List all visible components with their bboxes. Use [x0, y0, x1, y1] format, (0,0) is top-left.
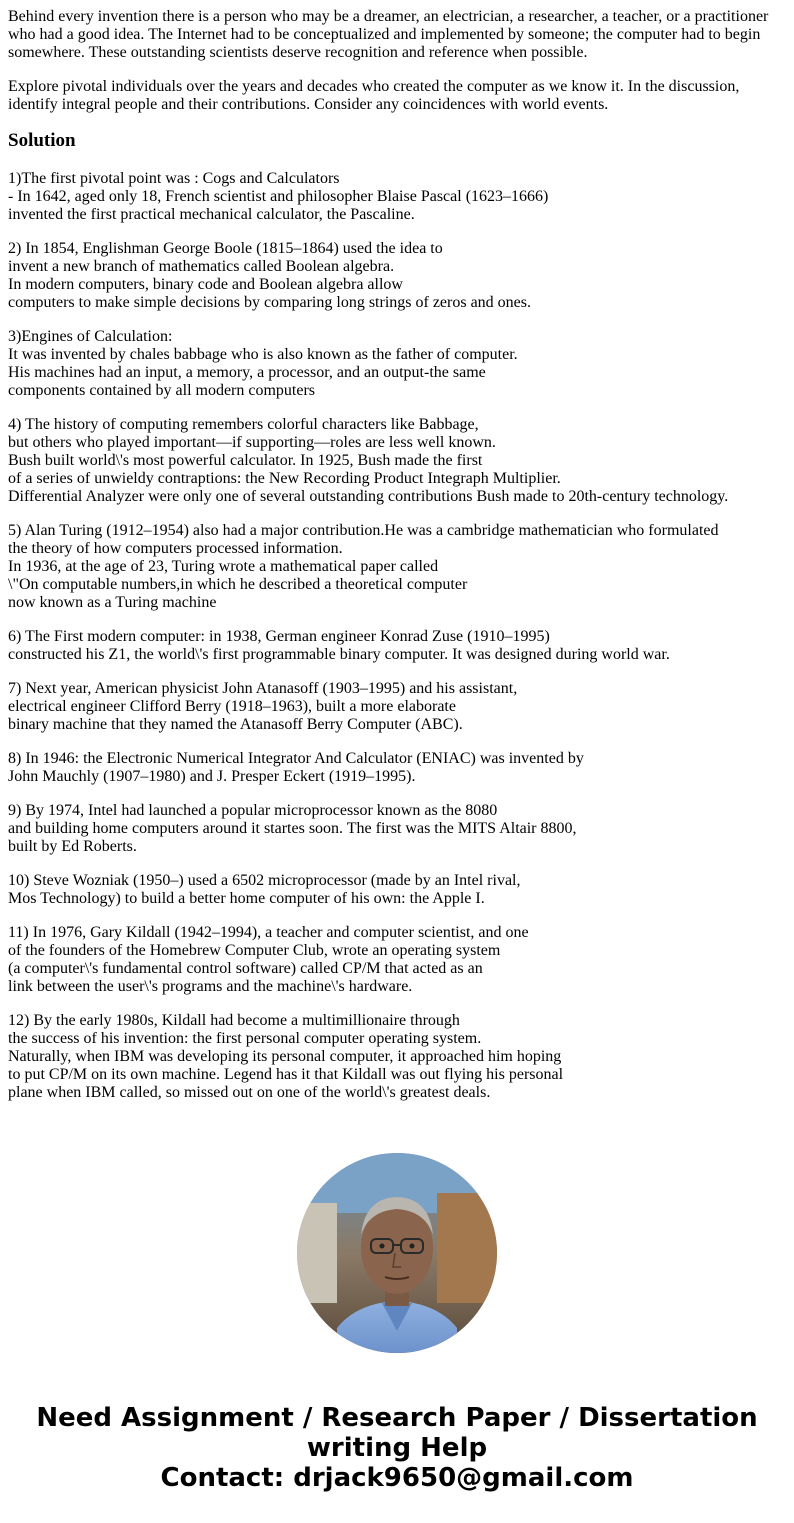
point-line: In modern computers, binary code and Boolean algebra allow — [8, 276, 403, 293]
point-line: of the founders of the Homebrew Computer Club, wrote an operating system — [8, 942, 501, 959]
point-line: 8) In 1946: the Electronic Numerical Integrator And Calculator (ENIAC) was invented by — [8, 750, 584, 767]
article-body — [8, 8, 786, 1118]
point-3 — [8, 328, 786, 400]
point-2 — [8, 240, 786, 312]
point-1 — [8, 170, 786, 224]
point-line: 7) Next year, American physicist John Atanasoff (1903–1995) and his assistant, — [8, 680, 518, 697]
point-line: \"On computable numbers,in which he described a theoretical computer — [8, 576, 468, 593]
point-9 — [8, 802, 786, 856]
intro-paragraph-1 — [8, 8, 786, 62]
point-7 — [8, 680, 786, 734]
intro-text-2: Explore pivotal individuals over the years and decades who created the computer as we know it. In the discussion, identify integral people and their contributions. Consider any coincidences with world events. — [8, 78, 740, 113]
point-line: binary machine that they named the Atanasoff Berry Computer (ABC). — [8, 716, 463, 733]
point-line: invented the first practical mechanical calculator, the Pascaline. — [8, 206, 415, 223]
point-line: plane when IBM called, so missed out on one of the world\'s greatest deals. — [8, 1084, 491, 1101]
point-line: - In 1642, aged only 18, French scientist and philosopher Blaise Pascal (1623–1666) — [8, 188, 549, 205]
point-line: components contained by all modern computers — [8, 382, 316, 399]
author-photo — [297, 1153, 497, 1353]
point-line: It was invented by chales babbage who is also known as the father of computer. — [8, 346, 518, 363]
point-line: 6) The First modern computer: in 1938, German engineer Konrad Zuse (1910–1995) — [8, 628, 550, 645]
point-8 — [8, 750, 786, 786]
point-line: John Mauchly (1907–1980) and J. Presper Eckert (1919–1995). — [8, 768, 416, 785]
point-line: and building home computers around it startes soon. The first was the MITS Altair 8800, — [8, 820, 577, 837]
point-line: 2) In 1854, Englishman George Boole (1815–1864) used the idea to — [8, 240, 443, 257]
point-line: 10) Steve Wozniak (1950–) used a 6502 microprocessor (made by an Intel rival, — [8, 872, 521, 889]
point-line: Naturally, when IBM was developing its personal computer, it approached him hoping — [8, 1048, 562, 1065]
footer-line-2: writing Help — [306, 1433, 488, 1463]
footer-contact: Contact: drjack9650@gmail.com — [160, 1463, 634, 1493]
point-line: Differential Analyzer were only one of several outstanding contributions Bush made to 20th-century technology. — [8, 488, 729, 505]
point-12 — [8, 1012, 786, 1102]
point-10 — [8, 872, 786, 908]
point-line: In 1936, at the age of 23, Turing wrote a mathematical paper called — [8, 558, 439, 575]
point-4 — [8, 416, 786, 506]
point-line: 11) In 1976, Gary Kildall (1942–1994), a teacher and computer scientist, and one — [8, 924, 529, 941]
point-line: electrical engineer Clifford Berry (1918–1963), built a more elaborate — [8, 698, 456, 715]
point-line: link between the user\'s programs and the machine\'s hardware. — [8, 978, 413, 995]
point-line: Mos Technology) to build a better home computer of his own: the Apple I. — [8, 890, 485, 907]
point-line: 5) Alan Turing (1912–1954) also had a major contribution.He was a cambridge mathematician who formulated — [8, 522, 719, 539]
intro-paragraph-2 — [8, 78, 786, 114]
solution-heading: Solution — [8, 130, 76, 151]
point-line: His machines had an input, a memory, a processor, and an output-the same — [8, 364, 486, 381]
point-line: the theory of how computers processed information. — [8, 540, 343, 557]
point-line: built by Ed Roberts. — [8, 838, 137, 855]
point-line: to put CP/M on its own machine. Legend has it that Kildall was out flying his personal — [8, 1066, 564, 1083]
point-line: 1)The first pivotal point was : Cogs and Calculators — [8, 170, 340, 187]
point-line: of a series of unwieldy contraptions: the New Recording Product Integraph Multiplier. — [8, 470, 561, 487]
point-line: Bush built world\'s most powerful calculator. In 1925, Bush made the first — [8, 452, 483, 469]
point-line: but others who played important—if supporting—roles are less well known. — [8, 434, 496, 451]
footer-line-1: Need Assignment / Research Paper / Dissertation — [36, 1403, 758, 1433]
point-line: 3)Engines of Calculation: — [8, 328, 173, 345]
point-line: computers to make simple decisions by comparing long strings of zeros and ones. — [8, 294, 532, 311]
intro-text-1: Behind every invention there is a person who may be a dreamer, an electrician, a researcher, a teacher, or a practitioner who had a good idea. The Internet had to be conceptualized and implemented by someone; the computer had to begin somewhere. These outstanding scientists deserve recognition and reference when possible. — [8, 8, 769, 61]
point-line: constructed his Z1, the world\'s first programmable binary computer. It was designed during world war. — [8, 646, 670, 663]
point-line: now known as a Turing machine — [8, 594, 217, 611]
footer-banner — [0, 1403, 794, 1493]
point-line: 4) The history of computing remembers colorful characters like Babbage, — [8, 416, 479, 433]
point-line: the success of his invention: the first personal computer operating system. — [8, 1030, 482, 1047]
point-11 — [8, 924, 786, 996]
point-line: 9) By 1974, Intel had launched a popular microprocessor known as the 8080 — [8, 802, 498, 819]
author-avatar — [297, 1153, 497, 1353]
point-line: (a computer\'s fundamental control software) called CP/M that acted as an — [8, 960, 483, 977]
point-6 — [8, 628, 786, 664]
point-5 — [8, 522, 786, 612]
point-line: invent a new branch of mathematics called Boolean algebra. — [8, 258, 395, 275]
point-line: 12) By the early 1980s, Kildall had become a multimillionaire through — [8, 1012, 460, 1029]
